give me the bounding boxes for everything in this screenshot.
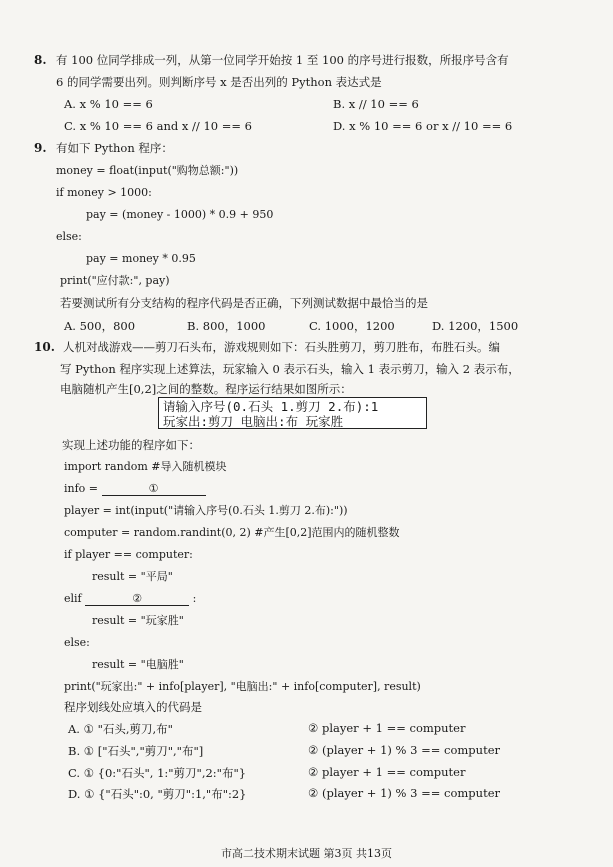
code-line: result = "平局" (92, 570, 173, 583)
output-line-1: 请输入序号(0.石头 1.剪刀 2.布):1 (163, 399, 379, 414)
question-8-number: 8. (34, 53, 47, 67)
question-10-line2: 写 Python 程序实现上述算法，玩家输入 0 表示石头，输入 1 表示剪刀，输入 2 表示布， (60, 362, 520, 376)
code-line: result = "电脑胜" (92, 658, 184, 671)
question-9-option-d: D. 1200，1500 (432, 319, 519, 333)
question-8-option-a: A. x % 10 == 6 (64, 97, 153, 111)
code-line: print("玩家出:" + info[player], "电脑出:" + info[computer], result) (64, 680, 421, 693)
question-10-option-c-part2: ② player + 1 == computer (308, 765, 466, 779)
question-8-line1: 有 100 位同学排成一列，从第一位同学开始按 1 至 100 的序号进行报数，所报序号含有 (56, 53, 509, 67)
code-line: else: (64, 636, 90, 649)
question-10-option-c-part1: C. ① {0:"石头", 1:"剪刀",2:"布"} (68, 766, 247, 780)
question-9-option-b: B. 800，1000 (187, 319, 266, 333)
code-elif-suffix: : (192, 592, 197, 605)
question-10-option-d-part1: D. ① {"石头":0, "剪刀":1,"布":2} (68, 787, 247, 801)
code-line: computer = random.randint(0, 2) #产生[0,2]范围内的随机整数 (64, 526, 400, 539)
code-line: else: (56, 230, 82, 243)
question-8-option-d: D. x % 10 == 6 or x // 10 == 6 (333, 119, 513, 133)
code-line: print("应付款:", pay) (60, 274, 170, 287)
question-10-option-d-part2: ② (player + 1) % 3 == computer (308, 786, 500, 800)
question-9-number: 9. (34, 141, 47, 155)
code-line: money = float(input("购物总额:")) (56, 164, 239, 177)
question-10-option-b-part1: B. ① ["石头","剪刀","布"] (68, 744, 204, 758)
page-footer: 市高二技术期末试题 第3页 共13页 (221, 847, 392, 860)
code-line-elif (64, 592, 196, 606)
code-line: result = "玩家胜" (92, 614, 184, 627)
code-line: pay = (money - 1000) * 0.9 + 950 (86, 208, 274, 221)
output-line-2: 玩家出:剪刀 电脑出:布 玩家胜 (163, 414, 344, 429)
question-9-option-a: A. 500，800 (64, 319, 136, 333)
code-elif-prefix: elif (64, 592, 86, 605)
question-8-option-c: C. x % 10 == 6 and x // 10 == 6 (64, 119, 252, 133)
question-10-intro: 实现上述功能的程序如下： (62, 438, 200, 452)
answer-blank-1[interactable]: ① (102, 482, 206, 496)
code-line: player = int(input("请输入序号(0.石头 1.剪刀 2.布):")) (64, 504, 348, 517)
code-line-info (64, 482, 206, 496)
question-10-option-a-part2: ② player + 1 == computer (308, 721, 466, 735)
question-10-line3: 电脑随机产生[0,2]之间的整数。程序运行结果如图所示： (60, 382, 352, 396)
question-10-option-b-part2: ② (player + 1) % 3 == computer (308, 743, 500, 757)
program-output-box (158, 397, 427, 429)
question-9-option-c: C. 1000，1200 (309, 319, 395, 333)
answer-blank-2[interactable]: ② (85, 592, 189, 606)
question-10-option-a-part1: A. ① "石头,剪刀,布" (68, 722, 173, 736)
question-10-number: 10. (34, 340, 55, 354)
question-9-prompt: 若要测试所有分支结构的程序代码是否正确，下列测试数据中最恰当的是 (60, 296, 428, 310)
code-line: if money > 1000: (56, 186, 152, 199)
code-line: pay = money * 0.95 (86, 252, 196, 265)
code-info-prefix: info = (64, 482, 102, 495)
question-8-line2: 6 的同学需要出列。则判断序号 x 是否出列的 Python 表达式是 (56, 75, 382, 89)
code-line: if player == computer: (64, 548, 193, 561)
code-line: import random #导入随机模块 (64, 460, 227, 473)
question-8-option-b: B. x // 10 == 6 (333, 97, 419, 111)
question-10-prompt: 程序划线处应填入的代码是 (64, 700, 202, 714)
question-10-line1: 人机对战游戏——剪刀石头布，游戏规则如下：石头胜剪刀，剪刀胜布，布胜石头。编 (63, 340, 500, 354)
question-9-intro: 有如下 Python 程序： (56, 141, 173, 155)
